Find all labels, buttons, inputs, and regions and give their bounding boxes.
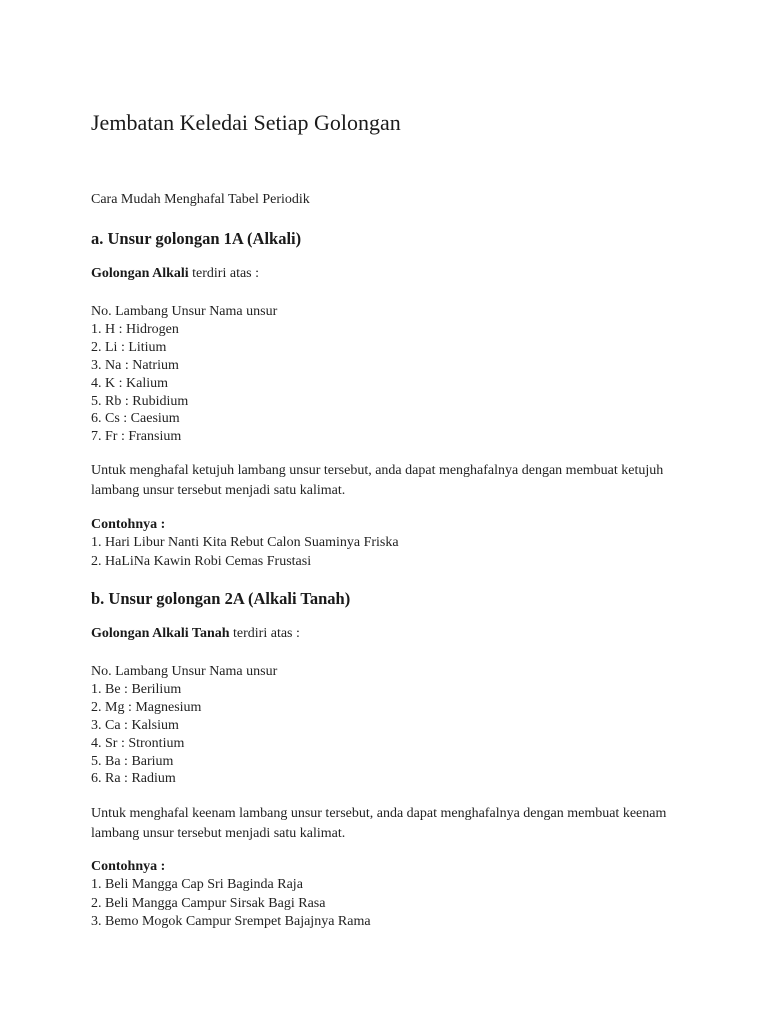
list-item: 5. Ba : Barium <box>91 753 174 769</box>
element-list-2a <box>91 663 277 788</box>
intro-bold: Golongan Alkali Tanah <box>91 626 230 641</box>
document-title: Jembatan Keledai Setiap Golongan <box>91 110 401 135</box>
intro-bold: Golongan Alkali <box>91 266 189 281</box>
section-heading-1a: a. Unsur golongan 1A (Alkali) <box>91 229 302 248</box>
example-item: 1. Beli Mangga Cap Sri Baginda Raja <box>91 877 303 892</box>
examples-list-2a <box>91 876 371 932</box>
examples-label-2a: Contohnya : <box>91 859 166 874</box>
list-item: 4. Sr : Strontium <box>91 735 185 751</box>
intro-rest: terdiri atas : <box>229 626 300 641</box>
example-item: 1. Hari Libur Nanti Kita Rebut Calon Suaminya Friska <box>91 535 399 550</box>
document-subtitle: Cara Mudah Menghafal Tabel Periodik <box>91 192 310 207</box>
section-intro-2a <box>91 626 300 642</box>
list-item: 7. Fr : Fransium <box>91 429 182 445</box>
examples-list-1a <box>91 534 399 571</box>
list-item: 3. Na : Natrium <box>91 357 179 373</box>
list-item: 5. Rb : Rubidium <box>91 393 189 409</box>
example-item: 2. Beli Mangga Campur Sirsak Bagi Rasa <box>91 895 326 911</box>
list-item: 4. K : Kalium <box>91 375 168 391</box>
element-list-1a <box>91 303 277 446</box>
list-item: 1. Be : Berilium <box>91 681 182 697</box>
paragraph-1a: Untuk menghafal ketujuh lambang unsur tersebut, anda dapat menghafalnya dengan membuat ketujuh lambang unsur tersebut menjadi satu kalimat. <box>91 463 664 498</box>
section-heading-2a: b. Unsur golongan 2A (Alkali Tanah) <box>91 589 351 608</box>
list-item: 6. Cs : Caesium <box>91 411 180 427</box>
paragraph-2a: Untuk menghafal keenam lambang unsur tersebut, anda dapat menghafalnya dengan membuat keenam lambang unsur tersebut menjadi satu kalimat. <box>91 806 667 841</box>
list-item: 2. Li : Litium <box>91 339 167 355</box>
section-intro-1a <box>91 266 259 282</box>
list-header: No. Lambang Unsur Nama unsur <box>91 304 278 319</box>
example-item: 3. Bemo Mogok Campur Srempet Bajajnya Rama <box>91 914 371 929</box>
example-item: 2. HaLiNa Kawin Robi Cemas Frustasi <box>91 553 312 569</box>
intro-rest: terdiri atas : <box>188 266 260 281</box>
list-header: No. Lambang Unsur Nama unsur <box>91 664 278 679</box>
examples-label-1a: Contohnya : <box>91 517 166 532</box>
list-item: 3. Ca : Kalsium <box>91 717 179 733</box>
list-item: 1. H : Hidrogen <box>91 321 179 337</box>
list-item: 2. Mg : Magnesium <box>91 699 202 715</box>
list-item: 6. Ra : Radium <box>91 771 176 787</box>
